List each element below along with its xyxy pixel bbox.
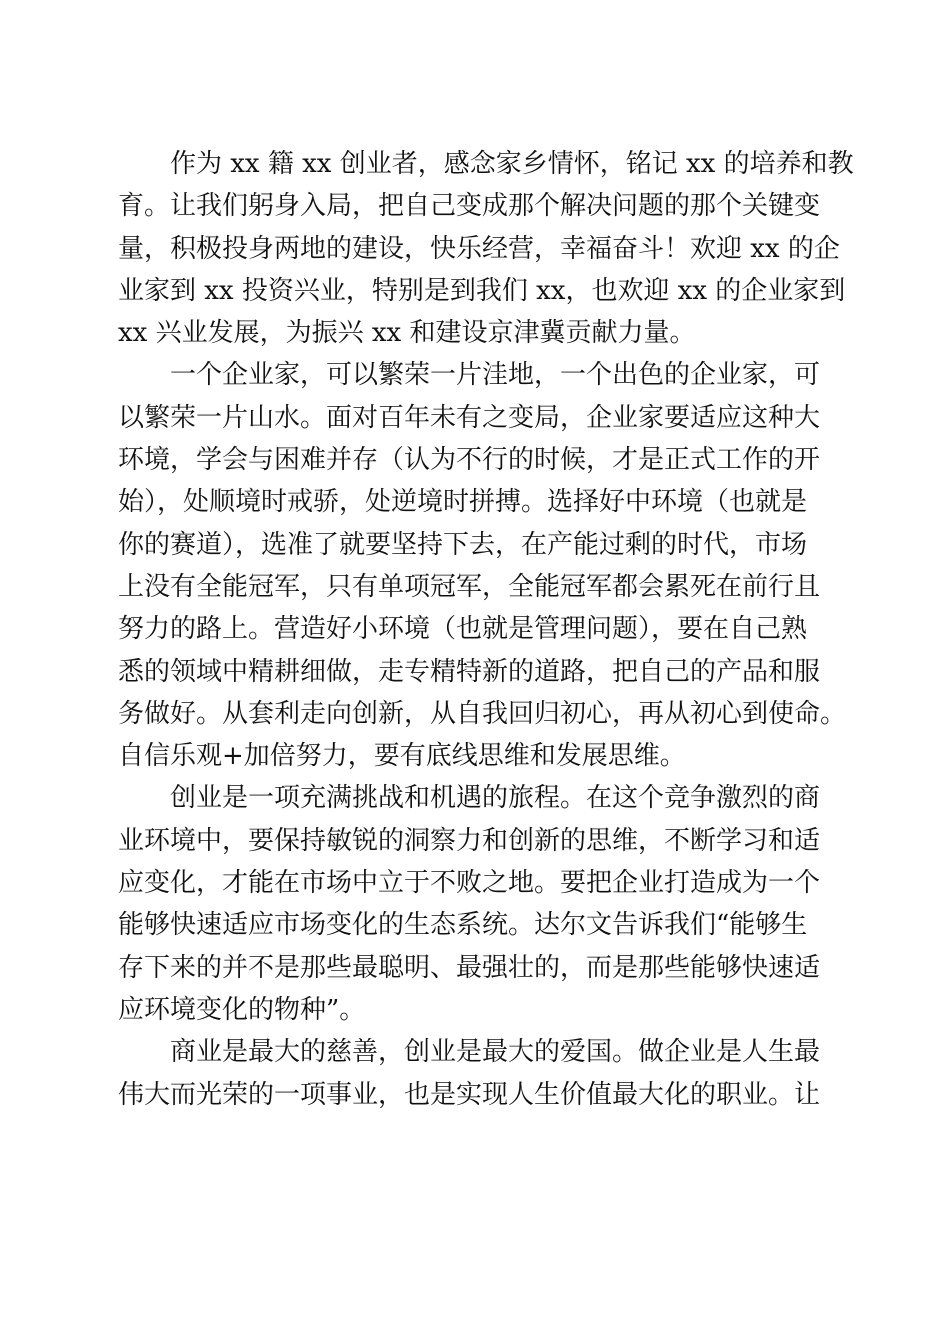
text-line: 始），处顺境时戒骄，处逆境时拼搏。选择好中环境（也就是 bbox=[118, 487, 808, 518]
paragraph-3 bbox=[118, 777, 836, 1031]
text-line: 环境，学会与困难并存（认为不行的时候，才是正式工作的开 bbox=[118, 445, 821, 476]
text-line: 务做好。从套利走向创新，从自我回归初心，再从初心到使命。 bbox=[118, 698, 847, 729]
text-line: 你的赛道），选准了就要坚持下去，在产能过剩的时代，市场 bbox=[118, 529, 808, 560]
text-line: 一个企业家，可以繁荣一片洼地，一个出色的企业家，可 bbox=[170, 360, 821, 391]
text-line: 以繁荣一片山水。面对百年未有之变局，企业家要适应这种大 bbox=[118, 402, 821, 433]
text-line: 应环境变化的物种”。 bbox=[118, 994, 366, 1025]
paragraph-1 bbox=[118, 143, 854, 354]
text-line: 量，积极投身两地的建设，快乐经营，幸福奋斗！欢迎 xx 的企 bbox=[118, 233, 840, 264]
text-line: 育。让我们躬身入局，把自己变成那个解决问题的那个关键变 bbox=[118, 191, 821, 222]
text-line: 创业是一项充满挑战和机遇的旅程。在这个竞争激烈的商 bbox=[170, 783, 821, 814]
text-line: 自信乐观+加倍努力，要有底线思维和发展思维。 bbox=[118, 741, 686, 772]
text-line: 悉的领域中精耕细做，走专精特新的道路，把自己的产品和服 bbox=[118, 656, 821, 687]
text-line: 能够快速适应市场变化的生态系统。达尔文告诉我们“能够生 bbox=[118, 910, 808, 941]
text-line: xx 兴业发展，为振兴 xx 和建设京津冀贡献力量。 bbox=[118, 318, 696, 349]
paragraph-2 bbox=[118, 354, 847, 777]
text-line: 业环境中，要保持敏锐的洞察力和创新的思维，不断学习和适 bbox=[118, 825, 821, 856]
text-line: 应变化，才能在市场中立于不败之地。要把企业打造成为一个 bbox=[118, 868, 821, 899]
text-line: 伟大而光荣的一项事业，也是实现人生价值最大化的职业。让 bbox=[118, 1079, 821, 1110]
text-line: 上没有全能冠军，只有单项冠军，全能冠军都会累死在前行且 bbox=[118, 571, 821, 602]
text-line: 存下来的并不是那些最聪明、最强壮的，而是那些能够快速适 bbox=[118, 952, 821, 983]
text-line: 业家到 xx 投资兴业，特别是到我们 xx，也欢迎 xx 的企业家到 bbox=[118, 275, 846, 306]
paragraph-4 bbox=[118, 1031, 836, 1116]
text-line: 努力的路上。营造好小环境（也就是管理问题），要在自己熟 bbox=[118, 614, 808, 645]
text-line: 商业是最大的慈善，创业是最大的爱国。做企业是人生最 bbox=[170, 1037, 821, 1068]
document-body bbox=[118, 143, 854, 1116]
text-line: 作为 xx 籍 xx 创业者，感念家乡情怀，铭记 xx 的培养和教 bbox=[170, 149, 854, 179]
